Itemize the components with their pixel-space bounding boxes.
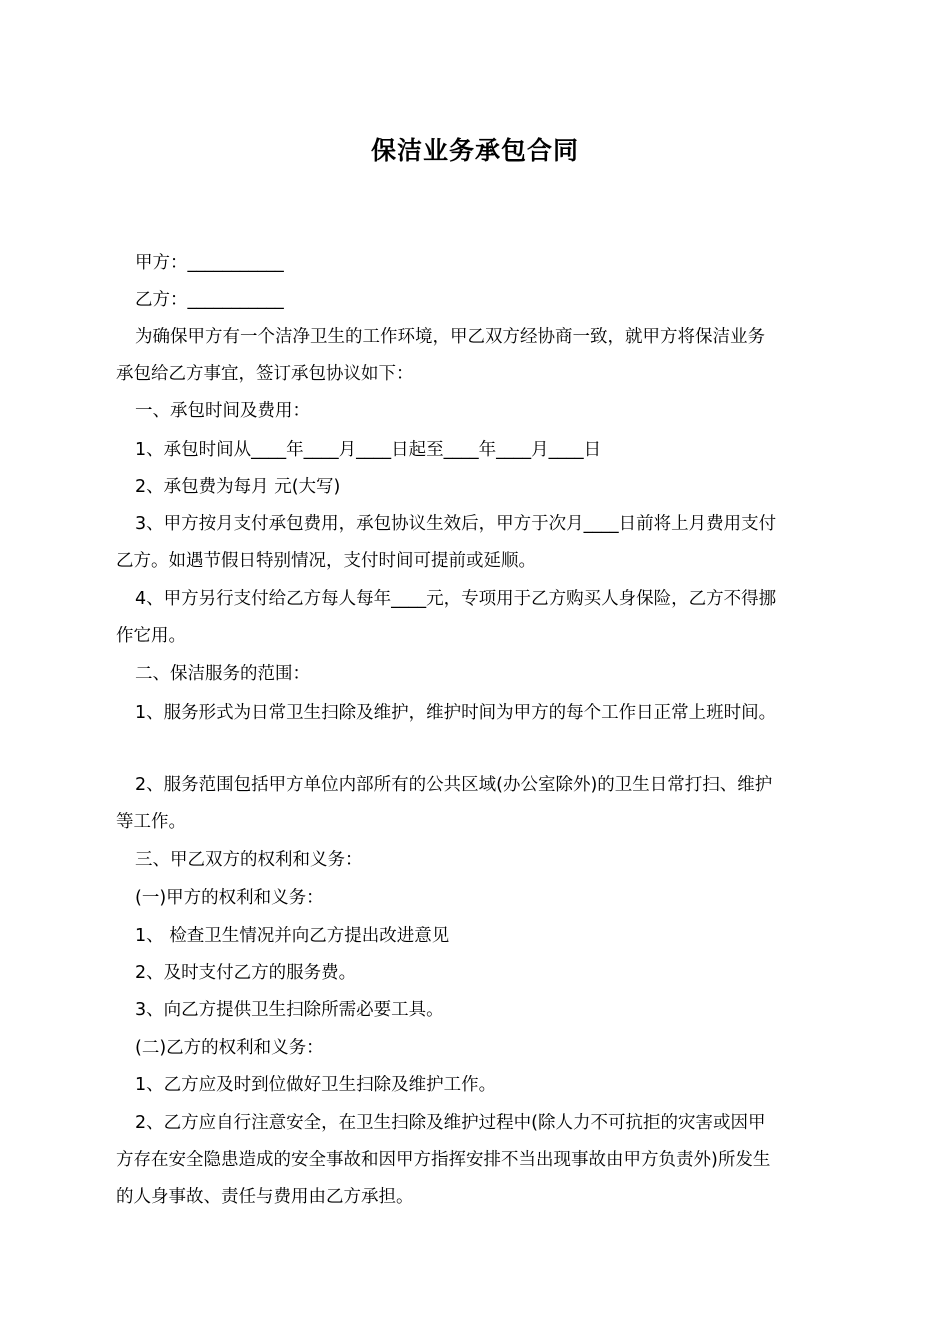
clause-2-1: 1、服务形式为日常卫生扫除及维护，维护时间为甲方的每个工作日正常上班时间。	[135, 703, 777, 723]
clause-3b-1: 1、乙方应及时到位做好卫生扫除及维护工作。	[135, 1075, 497, 1095]
clause-3a-2: 2、及时支付乙方的服务费。	[135, 963, 357, 983]
clause-2-2-line-2: 等工作。	[116, 812, 186, 832]
clause-1-4-line-2: 作它用。	[116, 626, 186, 646]
party-a-line: 甲方：___________	[135, 253, 284, 273]
clause-1-4-line-1: 4、甲方另行支付给乙方每人每年____元，专项用于乙方购买人身保险，乙方不得挪	[135, 589, 777, 609]
subsection-a-heading: (一)甲方的权利和义务：	[135, 888, 324, 908]
section-1-heading: 一、承包时间及费用：	[135, 401, 310, 421]
clause-3b-2-line-1: 2、乙方应自行注意安全，在卫生扫除及维护过程中(除人力不可抗拒的灾害或因甲	[135, 1113, 766, 1133]
clause-2-2-line-1: 2、服务范围包括甲方单位内部所有的公共区域(办公室除外)的卫生日常打扫、维护	[135, 775, 773, 795]
subsection-b-heading: (二)乙方的权利和义务：	[135, 1038, 324, 1058]
preamble-line-1: 为确保甲方有一个洁净卫生的工作环境，甲乙双方经协商一致，就甲方将保洁业务	[135, 327, 765, 347]
document-title: 保洁业务承包合同	[370, 136, 579, 165]
clause-1-3-line-1: 3、甲方按月支付承包费用，承包协议生效后，甲方于次月____日前将上月费用支付	[135, 514, 777, 534]
clause-3b-2-line-3: 的人身事故、责任与费用由乙方承担。	[116, 1187, 414, 1207]
clause-1-3-line-2: 乙方。如遇节假日特别情况，支付时间可提前或延顺。	[116, 551, 536, 571]
clause-3b-2-line-2: 方存在安全隐患造成的安全事故和因甲方指挥安排不当出现事故由甲方负责外)所发生	[116, 1150, 771, 1170]
clause-3a-3: 3、向乙方提供卫生扫除所需必要工具。	[135, 1000, 444, 1020]
clause-1-2: 2、承包费为每月 元(大写)	[135, 477, 341, 497]
section-3-heading: 三、甲乙双方的权利和义务：	[135, 850, 363, 870]
party-b-line: 乙方：___________	[135, 290, 284, 310]
clause-3a-1: 1、 检查卫生情况并向乙方提出改进意见	[135, 926, 450, 946]
section-2-heading: 二、保洁服务的范围：	[135, 664, 310, 684]
preamble-line-2: 承包给乙方事宜，签订承包协议如下：	[116, 364, 414, 384]
clause-1-1: 1、承包时间从____年____月____日起至____年____月____日	[135, 440, 602, 460]
